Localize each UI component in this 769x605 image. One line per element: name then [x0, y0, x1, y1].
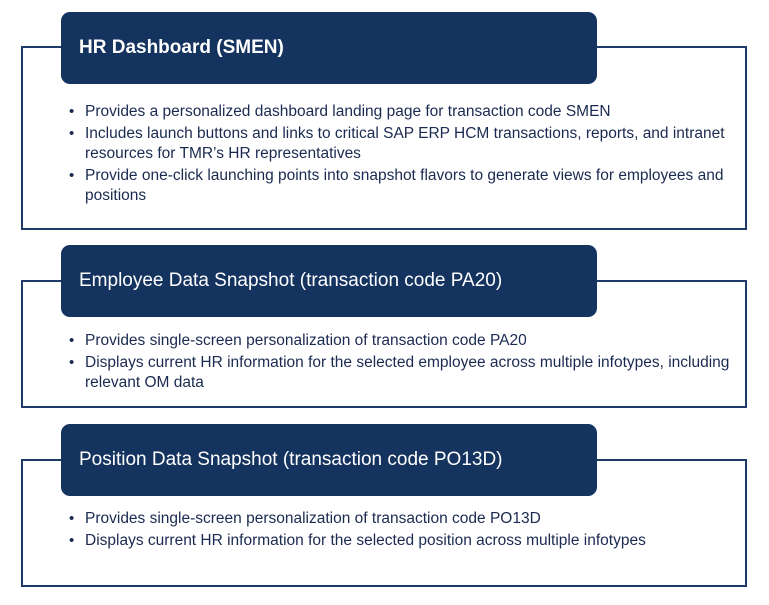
section-title-position-snapshot — [61, 424, 597, 496]
section-title-text: HR Dashboard (SMEN) — [79, 37, 284, 58]
section-title-text: Position Data Snapshot (transaction code PO13D) — [79, 449, 503, 470]
bullet-item: • Provides a personalized dashboard landing page for transaction code SMEN — [69, 103, 611, 120]
bullet-item: • Provide one-click launching points into snapshot flavors to generate views for employees and positions — [69, 167, 724, 204]
bullet-icon: • — [69, 167, 75, 184]
bullet-icon: • — [69, 510, 75, 527]
bullet-list-position-snapshot — [67, 509, 731, 553]
bullet-list-hr-dashboard — [67, 102, 731, 208]
bullet-icon: • — [69, 354, 75, 371]
bullet-icon: • — [69, 532, 75, 549]
section-title-hr-dashboard — [61, 12, 597, 84]
bullet-item: • Includes launch buttons and links to critical SAP ERP HCM transactions, reports, and intranet resources for TMR’s HR representatives — [69, 125, 725, 162]
section-title-employee-snapshot — [61, 245, 597, 317]
bullet-item: • Provides single-screen personalization of transaction code PA20 — [69, 332, 527, 349]
bullet-item: • Displays current HR information for the selected position across multiple infotypes — [69, 532, 646, 549]
section-title-text: Employee Data Snapshot (transaction code PA20) — [79, 270, 503, 291]
bullet-icon: • — [69, 332, 75, 349]
bullet-icon: • — [69, 103, 75, 120]
bullet-icon: • — [69, 125, 75, 142]
bullet-list-employee-snapshot — [67, 331, 731, 395]
bullet-item: • Displays current HR information for the selected employee across multiple infotypes, including relevant OM data — [69, 354, 730, 391]
bullet-item: • Provides single-screen personalization of transaction code PO13D — [69, 510, 541, 527]
